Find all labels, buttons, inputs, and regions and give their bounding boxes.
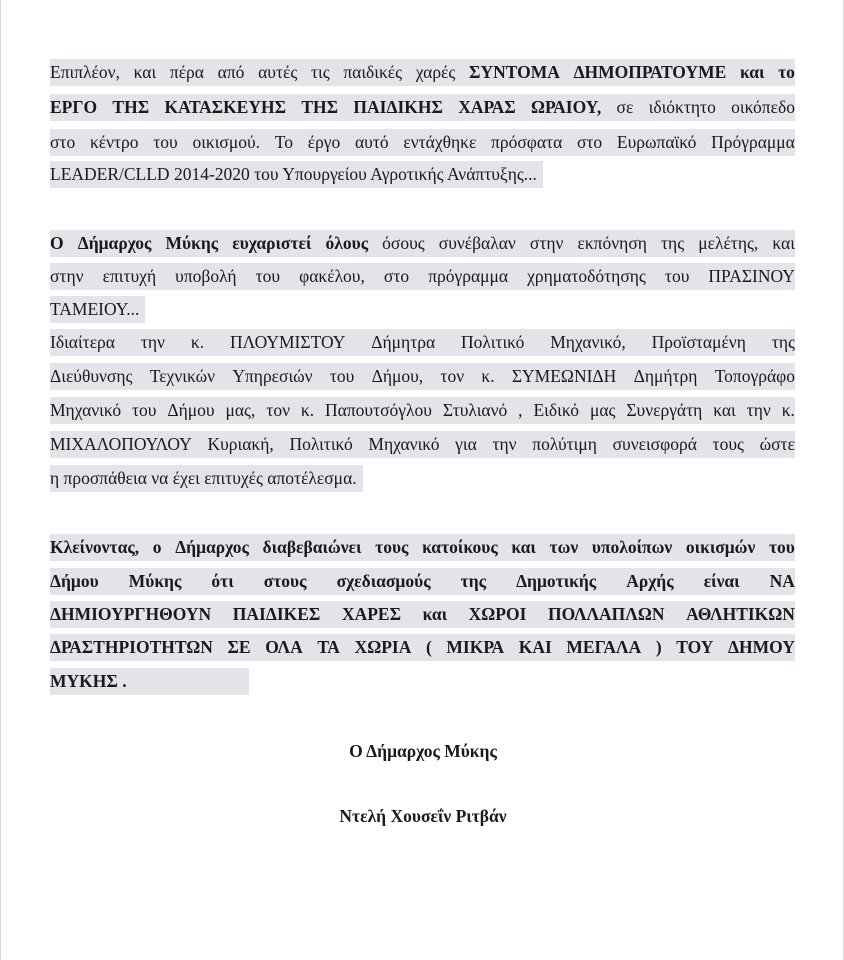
- word: ΣΥΝΤΟΜΑ: [469, 62, 560, 82]
- word: του: [132, 400, 157, 420]
- word: Μηχανικό: [50, 400, 122, 420]
- word: Δήμητρα: [371, 332, 436, 352]
- p3-line-3: [50, 601, 795, 628]
- word: συνεισφορά: [612, 434, 697, 454]
- word: μελέτης,: [698, 233, 759, 253]
- word: ΔΗΜΟΥ: [728, 637, 795, 657]
- word: στο: [383, 266, 410, 286]
- word: Πρόγραμμα: [711, 132, 795, 152]
- p2-line-6: [50, 397, 795, 424]
- p2-line-8-text: η προσπάθεια να έχει επιτυχές αποτέλεσμα.: [50, 468, 357, 488]
- word: ΔΡΑΣΤΗΡΙΟΤΗΤΩΝ: [50, 637, 213, 657]
- word: Ιδιαίτερα: [50, 332, 115, 352]
- p3-line-5-text: ΜΥΚΗΣ .: [50, 671, 127, 691]
- word: οικισμού.: [192, 132, 261, 152]
- word: του: [153, 132, 178, 152]
- word: Υπηρεσιών: [232, 366, 313, 386]
- word: αυτό: [355, 132, 389, 152]
- word: ΜΕΓΑΛΑ: [566, 637, 642, 657]
- word: για: [455, 434, 477, 454]
- word: Πολιτικό: [289, 434, 353, 454]
- word: Δήμαρχος: [77, 233, 152, 253]
- word: της: [661, 233, 685, 253]
- word: έργο: [307, 132, 341, 152]
- word: την: [746, 400, 771, 420]
- word: ΤΗΣ: [112, 97, 150, 117]
- word: στο: [576, 132, 603, 152]
- word: υποβολή: [175, 266, 237, 286]
- p2-line-3-text: ΤΑΜΕΙΟΥ...: [50, 299, 140, 319]
- word: ευχαριστεί: [232, 233, 312, 253]
- word: ότι: [211, 571, 234, 591]
- word: είναι: [703, 571, 740, 591]
- word: ΧΑΡΑΣ: [458, 97, 516, 117]
- word: Δήμαρχος: [175, 537, 249, 557]
- p1-line-4-text: LEADER/CLLD 2014-2020 του Υπουργείου Αγροτικής Ανάπτυξης...: [50, 164, 537, 184]
- word: ΔΗΜΟΠΡΑΤΟΥΜΕ: [573, 62, 727, 82]
- p3-line-1: [50, 534, 795, 561]
- p3-line-5: [50, 668, 249, 695]
- word: ΤΟΥ: [676, 637, 714, 657]
- word: οικισμών: [685, 537, 756, 557]
- word: Δημοτικής: [516, 571, 597, 591]
- p2-line-1: [50, 230, 795, 257]
- word: την: [140, 332, 165, 352]
- word: τον: [266, 400, 290, 420]
- word: Μύκης: [128, 571, 182, 591]
- word: ΤΗΣ: [301, 97, 339, 117]
- word: ιδιόκτητο: [648, 97, 716, 117]
- signature-title: Ο Δήμαρχος Μύκης: [349, 741, 497, 761]
- word: Παπουτσόγλου: [325, 400, 432, 420]
- word: και: [772, 233, 795, 253]
- word: και: [511, 537, 536, 557]
- word: επιτυχή: [102, 266, 157, 286]
- word: οικόπεδο: [731, 97, 795, 117]
- word: Δήμου: [167, 400, 215, 420]
- word: και: [133, 62, 157, 82]
- p1-line-1: [50, 59, 795, 86]
- word: Δήμου: [50, 571, 99, 591]
- word: Ειδικό: [533, 400, 580, 420]
- word: πέρα: [169, 62, 204, 82]
- word: Αρχής: [626, 571, 674, 591]
- word: του: [768, 537, 795, 557]
- word: σχεδιασμούς: [336, 571, 431, 591]
- word: και: [422, 604, 448, 624]
- word: των: [549, 537, 579, 557]
- p2-line-5: [50, 363, 795, 390]
- word: του: [329, 366, 355, 386]
- word: ΣΕ: [227, 637, 251, 657]
- word: ΚΑΤΑΣΚΕΥΗΣ: [164, 97, 287, 117]
- word: Τοπογράφο: [714, 366, 795, 386]
- word: ΜΙΚΡΑ: [446, 637, 505, 657]
- word: Μηχανικό: [368, 434, 440, 454]
- word: Κλείνοντας,: [50, 537, 140, 557]
- word: Τεχνικών: [149, 366, 216, 386]
- word: ΔΗΜΙΟΥΡΓΗΘΟΥΝ: [50, 604, 212, 624]
- word: ΚΑΙ: [518, 637, 552, 657]
- word: κ.: [781, 400, 795, 420]
- word: χρηματοδότησης: [527, 266, 646, 286]
- word: ): [655, 637, 662, 657]
- word: στους: [263, 571, 307, 591]
- word: πολύτιμη: [532, 434, 597, 454]
- word: Συνεργάτη: [626, 400, 703, 420]
- word: τις: [310, 62, 330, 82]
- word: ΟΛΑ: [265, 637, 303, 657]
- word: Προϊσταμένη: [651, 332, 746, 352]
- word: Στυλιανό: [442, 400, 508, 420]
- word: χαρές: [415, 62, 456, 82]
- word: τους: [712, 434, 744, 454]
- word: εκπόνηση: [577, 233, 647, 253]
- word: ΩΡΑΙΟΥ,: [531, 97, 602, 117]
- word: ΝΑ: [769, 571, 795, 591]
- word: Το: [274, 132, 293, 152]
- word: στην: [529, 233, 564, 253]
- p2-line-8: [50, 465, 363, 492]
- word: Διεύθυνσης: [50, 366, 133, 386]
- word: το: [778, 62, 795, 82]
- word: μας: [589, 400, 616, 420]
- p3-line-4: [50, 634, 795, 661]
- word: Δημήτρη: [633, 366, 698, 386]
- p2-line-7: [50, 431, 795, 458]
- word: ώστε: [759, 434, 795, 454]
- word: παιδικές: [343, 62, 403, 82]
- word: πρόγραμμα: [428, 266, 509, 286]
- word: κέντρο: [89, 132, 139, 152]
- word: πρόσφατα: [491, 132, 563, 152]
- word: και: [713, 400, 736, 420]
- word: κατοίκους: [422, 537, 498, 557]
- word: της: [460, 571, 487, 591]
- word: ΠΑΙΔΙΚΕΣ: [232, 604, 321, 624]
- word: ,: [518, 400, 523, 420]
- word: ΠΟΛΛΑΠΛΩΝ: [548, 604, 665, 624]
- word: ΕΡΓΟ: [50, 97, 98, 117]
- word: ΧΑΡΕΣ: [341, 604, 402, 624]
- word: κ.: [190, 332, 205, 352]
- p1-line-3: [50, 129, 795, 156]
- word: στο: [50, 132, 76, 152]
- word: Επιπλέον,: [50, 62, 120, 82]
- word: σε: [616, 97, 634, 117]
- word: της: [771, 332, 795, 352]
- word: στην: [50, 266, 84, 286]
- p2-line-3: [50, 296, 145, 323]
- word: ΧΩΡΙΑ: [354, 637, 412, 657]
- word: ΣΥΜΕΩΝΙΔΗ: [511, 366, 617, 386]
- p3-line-2: [50, 568, 795, 595]
- word: τον: [440, 366, 465, 386]
- word: από: [217, 62, 245, 82]
- word: την: [492, 434, 517, 454]
- word: κ.: [300, 400, 315, 420]
- word: συνέβαλαν: [438, 233, 516, 253]
- word: Μηχανικό,: [550, 332, 626, 352]
- p1-line-4: [50, 161, 543, 188]
- word: και: [739, 62, 765, 82]
- word: Κυριακή,: [207, 434, 274, 454]
- word: ΑΘΛΗΤΙΚΩΝ: [686, 604, 795, 624]
- word: εντάχθηκε: [403, 132, 477, 152]
- word: υπολοίπων: [591, 537, 673, 557]
- word: όσους: [382, 233, 425, 253]
- word: τους: [375, 537, 409, 557]
- word: μας,: [225, 400, 256, 420]
- word: αυτές: [258, 62, 298, 82]
- word: Μύκης: [165, 233, 219, 253]
- word: ΧΩΡΟΙ: [468, 604, 527, 624]
- word: διαβεβαιώνει: [262, 537, 362, 557]
- word: ΜΙΧΑΛΟΠΟΥΛΟΥ: [50, 434, 192, 454]
- word: (: [425, 637, 432, 657]
- word: ΠΡΑΣΙΝΟΥ: [708, 266, 795, 286]
- word: Ο: [50, 233, 64, 253]
- p1-line-2: [50, 94, 795, 121]
- p2-line-2: [50, 263, 795, 290]
- word: ο: [152, 537, 162, 557]
- word: ΠΛΟΥΜΙΣΤΟΥ: [229, 332, 346, 352]
- word: φακέλου,: [299, 266, 365, 286]
- word: Πολιτικό: [461, 332, 525, 352]
- word: του: [664, 266, 690, 286]
- word: ΤΑ: [317, 637, 340, 657]
- word: όλους: [325, 233, 369, 253]
- word: ΠΑΙΔΙΚΗΣ: [353, 97, 443, 117]
- word: Δήμου,: [371, 366, 424, 386]
- word: Ευρωπαϊκό: [616, 132, 697, 152]
- word: του: [255, 266, 281, 286]
- p2-line-4: [50, 329, 795, 356]
- word: κ.: [481, 366, 495, 386]
- signature-name: Ντελή Χουσεΐν Ριτβάν: [339, 806, 507, 826]
